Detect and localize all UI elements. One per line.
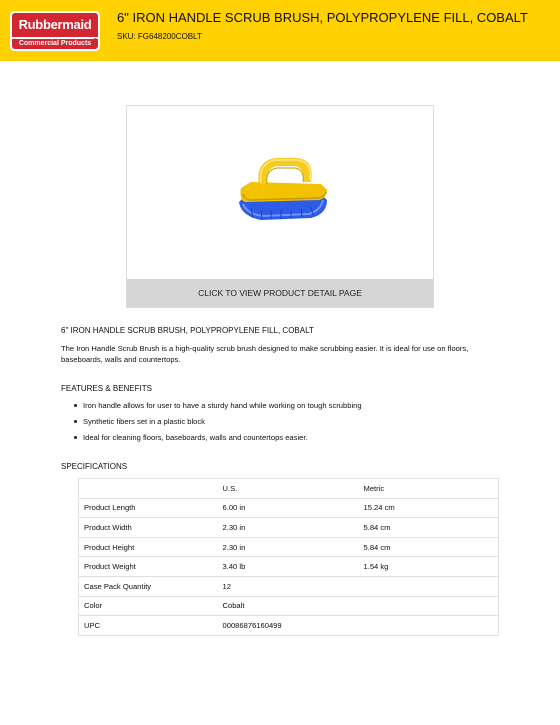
table-cell: U.S. <box>222 483 238 493</box>
bullet-icon <box>74 436 77 439</box>
features-list <box>74 400 362 448</box>
table-cell: 00086876160499 <box>218 616 359 636</box>
sku-label: SKU: FG648200COBLT <box>117 32 202 41</box>
table-cell: 5.84 cm <box>359 518 499 538</box>
feature-text: Synthetic fibers set in a plastic block <box>83 417 205 426</box>
table-row <box>79 576 499 596</box>
table-cell: 3.40 lb <box>218 557 359 577</box>
scrub-brush-image <box>231 148 331 228</box>
view-product-detail-button[interactable]: CLICK TO VIEW PRODUCT DETAIL PAGE <box>127 279 433 307</box>
table-row <box>79 537 499 557</box>
logo-wordmark: Rubbermaid <box>12 13 98 37</box>
bullet-icon <box>74 404 77 407</box>
table-cell: 12 <box>218 576 359 596</box>
table-row <box>79 498 499 518</box>
table-cell: 2.30 in <box>218 537 359 557</box>
table-cell: 1.54 kg <box>359 557 499 577</box>
product-name: 6" IRON HANDLE SCRUB BRUSH, POLYPROPYLENE FILL, COBALT <box>61 326 314 335</box>
table-cell: Product Height <box>79 537 218 557</box>
feature-text: Ideal for cleaning floors, baseboards, walls and countertops easier. <box>83 433 308 442</box>
page-header <box>0 0 560 61</box>
feature-text: Iron handle allows for user to have a sturdy hand while working on tough scrubbing <box>83 401 362 410</box>
table-cell: Cobalt <box>218 596 359 616</box>
table-cell: Product Width <box>79 518 218 538</box>
table-cell: 6.00 in <box>218 498 359 518</box>
list-item <box>74 416 362 432</box>
table-row <box>79 616 499 636</box>
list-item <box>74 432 362 448</box>
table-cell: Product Length <box>79 498 218 518</box>
table-cell: Case Pack Quantity <box>79 576 218 596</box>
product-image-panel[interactable] <box>126 105 434 308</box>
table-cell: Color <box>79 596 218 616</box>
page-title: 6" IRON HANDLE SCRUB BRUSH, POLYPROPYLENE FILL, COBALT <box>117 10 528 25</box>
table-cell: Metric <box>363 483 385 493</box>
table-cell <box>359 596 499 616</box>
table-row <box>79 596 499 616</box>
table-cell <box>359 576 499 596</box>
table-cell: Product Weight <box>79 557 218 577</box>
table-cell: 5.84 cm <box>359 537 499 557</box>
table-cell: UPC <box>79 616 218 636</box>
logo-subtitle: Commercial Products <box>12 39 98 49</box>
table-header-row <box>79 479 499 499</box>
table-cell: 2.30 in <box>218 518 359 538</box>
table-cell: 15.24 cm <box>359 498 499 518</box>
table-row <box>79 557 499 577</box>
table-cell <box>359 616 499 636</box>
table-row <box>79 518 499 538</box>
features-heading: FEATURES & BENEFITS <box>61 384 152 393</box>
list-item <box>74 400 362 416</box>
specifications-heading: SPECIFICATIONS <box>61 462 128 471</box>
rubbermaid-logo <box>10 11 100 51</box>
table-cell <box>79 479 218 499</box>
specifications-table <box>78 478 499 636</box>
bullet-icon <box>74 420 77 423</box>
product-description: The Iron Handle Scrub Brush is a high-quality scrub brush designed to make scrubbing easier. It is ideal for use on floors, baseboards, walls and countertops. <box>61 344 469 364</box>
